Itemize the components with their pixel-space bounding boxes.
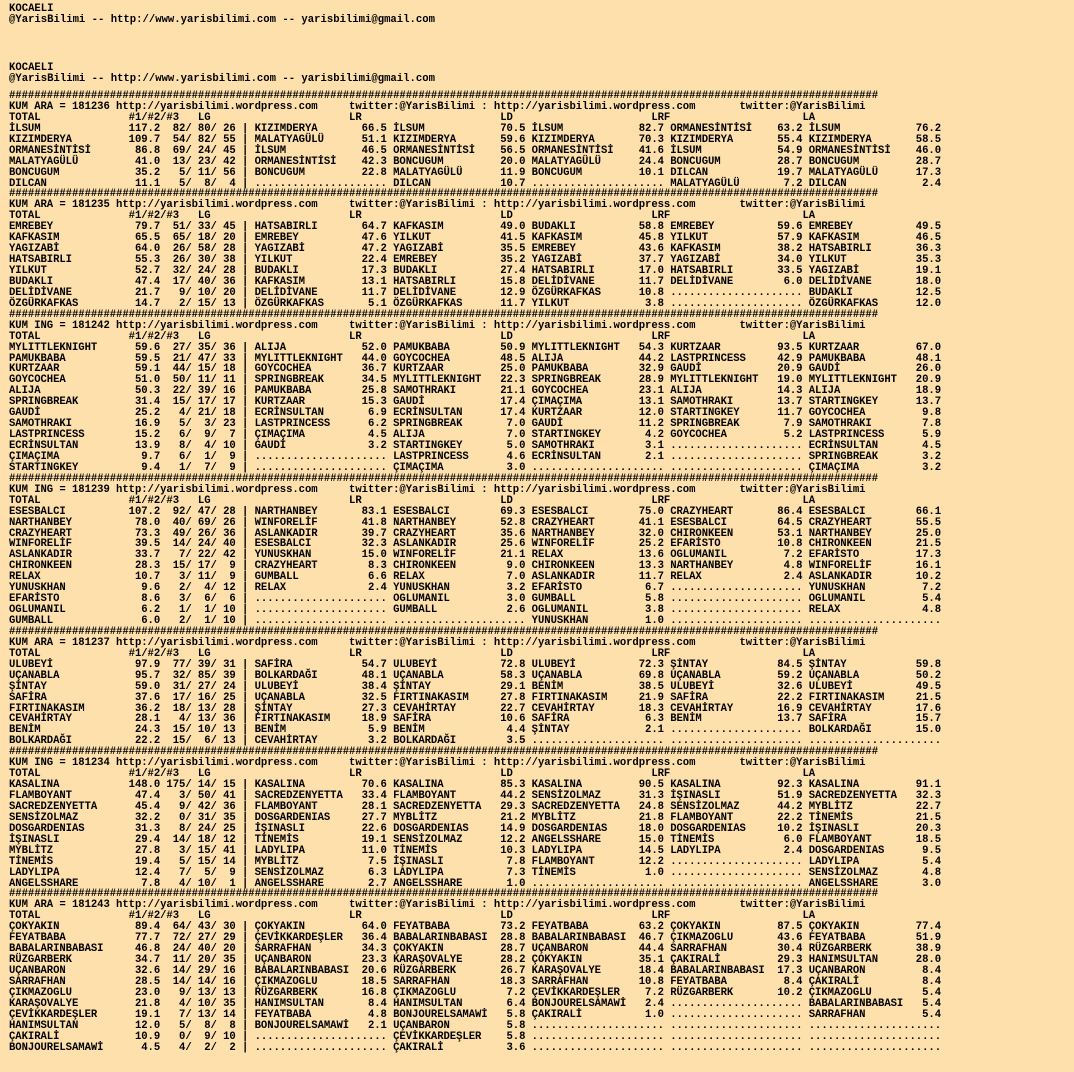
- column-header: TOTAL #1/#2/#3 LG LR LD LRF LA: [9, 111, 816, 124]
- report-row: KIZIMDERYA 109.7 54/ 82/ 55 | MALATYAGÜLÜ 51.1 KIZIMDERYA 59.6 KIZIMDERYA 70.3 KIZIMDERYA 55.4 KIZIMDERYA 58.5: [9, 133, 941, 146]
- report-row: EMREBEY 79.7 51/ 33/ 45 | HATSABIRLI 64.7 KAFKASIM 49.0 BUDAKLI 58.8 EMREBEY 59.6 EMREBEY 49.5: [9, 221, 941, 234]
- column-header: TOTAL #1/#2/#3 LG LR LD LRF LA: [9, 768, 816, 781]
- column-header: TOTAL #1/#2/#3 LG LR LD LRF LA: [9, 647, 816, 660]
- section-divider: ##########################################################################################################################################: [9, 90, 879, 102]
- report-row: TİNEMİS 19.4 5/ 15/ 14 | MYBLİTZ 7.5 İŞINASLI 7.8 FLAMBOYANT 12.2 ..................... LADYLIPA 5.4: [9, 855, 941, 868]
- report-contact: @YarisBilimi -- http://www.yarisbilimi.com -- yarisbilimi@gmail.com: [9, 73, 435, 85]
- report-row: SENSİZOLMAZ 32.2 0/ 31/ 35 | DOSGARDENIAS 27.7 MYBLİTZ 21.2 MYBLİTZ 21.8 FLAMBOYANT 22.2 TİNEMİS 21.5: [9, 811, 941, 824]
- column-header: TOTAL #1/#2/#3 LG LR LD LRF LA: [9, 910, 816, 923]
- report-row: ÇOKYAKIN 89.4 64/ 43/ 30 | ÇOKYAKIN 64.0 FEYATBABA 73.2 FEYATBABA 63.2 ÇOKYAKIN 87.5 ÇOKYAKIN 77.4: [9, 921, 941, 934]
- report-row: FLAMBOYANT 47.4 3/ 50/ 41 | SACREDZENYETTA 33.4 FLAMBOYANT 44.2 SENSİZOLMAZ 31.3 İŞINASLI 51.9 SACREDZENYETTA 32.3: [9, 790, 941, 802]
- race-header: KUM ARA = 181237 http://yarisbilimi.wordpress.com twitter:@YarisBilimi : http://yarisbilimi.wordpress.com twitter:@YarisBilimi: [9, 636, 866, 649]
- report-row: ŞİNTAY 59.0 31/ 27/ 24 | ULUBEYİ 38.4 ŞİNTAY 29.1 BENİM 38.5 ULUBEYİ 32.6 ULUBEYİ 49.5: [9, 680, 941, 693]
- report-row: RÜZGARBERK 34.7 11/ 20/ 35 | UÇANBARON 23.3 KARAŞOVALYE 28.2 ÇOKYAKIN 35.1 ÇAKIRALİ 29.3 HANIMSULTAN 28.0: [9, 954, 941, 967]
- report-row: ECRİNSULTAN 13.9 8/ 4/ 10 | GAUDİ 3.2 STARTINGKEY 5.0 SAMOTHRAKI 3.1 ..................... ECRİNSULTAN 4.5: [9, 440, 941, 452]
- report-row: ÖZGÜRKAFKAS 14.7 2/ 15/ 13 | ÖZGÜRKAFKAS 5.1 ÖZGÜRKAFKAS 11.7 YILKUT 3.8 ..................... ÖZGÜRKAFKAS 12.0: [9, 297, 941, 310]
- report-row: İLSUM 117.2 82/ 80/ 26 | KIZIMDERYA 66.5 İLSUM 70.5 İLSUM 82.7 ORMANESİNTİSİ 63.2 İLSUM 76.2: [9, 122, 941, 135]
- report-row: ORMANESİNTİSİ 86.8 69/ 24/ 45 | İLSUM 46.5 ORMANESİNTİSİ 56.5 ORMANESİNTİSİ 41.6 İLSUM 54.9 ORMANESİNTİSİ 46.0: [9, 144, 941, 157]
- report-row: ALIJA 50.3 22/ 39/ 16 | PAMUKBABA 25.8 SAMOTHRAKI 21.1 GOYCOCHEA 23.1 ALIJA 14.3 ALIJA 18.9: [9, 385, 941, 398]
- report-row: UÇANBARON 32.6 14/ 29/ 16 | BABALARINBABASI 20.6 RÜZGARBERK 26.7 KARAŞOVALYE 18.4 BABALARINBABASI 17.3 UÇANBARON 8.4: [9, 965, 941, 977]
- race-header: KUM ING = 181242 http://yarisbilimi.wordpress.com twitter:@YarisBilimi : http://yarisbilimi.wordpress.com twitter:@YarisBilimi: [9, 319, 866, 332]
- column-header: TOTAL #1/#2/#3 LG LR LD LRF LA: [9, 210, 816, 223]
- report-row: GOYCOCHEA 51.0 50/ 11/ 11 | SPRINGBREAK 34.5 MYLITTLEKNIGHT 22.3 SPRINGBREAK 28.9 MYLITTLEKNIGHT 19.0 MYLITTLEKNIGHT 20.9: [9, 374, 941, 387]
- report-row: HATSABIRLI 55.3 26/ 30/ 38 | YILKUT 22.4 EMREBEY 35.2 YAGIZABİ 37.7 YAGIZABİ 34.0 YILKUT 35.3: [9, 254, 941, 267]
- report-row: MALATYAGÜLÜ 41.0 13/ 23/ 42 | ORMANESİNTİSİ 42.3 BONCUGUM 20.0 MALATYAGÜLÜ 24.4 BONCUGUM 28.7 BONCUGUM 28.7: [9, 155, 941, 168]
- report-row: NARTHANBEY 78.0 40/ 69/ 26 | WINFORELİF 41.8 NARTHANBEY 52.8 CRAZYHEART 41.1 ESESBALCI 64.5 CRAZYHEART 55.5: [9, 516, 941, 529]
- section-divider: ##########################################################################################################################################: [9, 888, 879, 901]
- report-row: CEVAHİRTAY 28.1 4/ 13/ 36 | FIRTINAKASIM 18.9 SAFİRA 10.6 SAFİRA 6.3 BENİM 13.7 SAFİRA 15.7: [9, 713, 941, 726]
- report-row: DOSGARDENIAS 31.3 8/ 24/ 25 | İŞINASLI 22.6 DOSGARDENIAS 14.9 DOSGARDENIAS 18.0 DOSGARDENIAS 10.2 İŞINASLI 20.3: [9, 822, 941, 835]
- report-row: BABALARINBABASI 46.8 24/ 40/ 20 | SARRAFHAN 34.3 ÇOKYAKIN 28.7 UÇANBARON 44.4 SARRAFHAN 30.4 RÜZGARBERK 38.9: [9, 943, 941, 956]
- report-row: YAGIZABİ 64.0 26/ 58/ 28 | YAGIZABİ 47.2 YAGIZABİ 35.5 EMREBEY 43.6 KAFKASIM 38.2 HATSABIRLI 36.3: [9, 243, 941, 256]
- report-row: ÇAKIRALİ 10.9 0/ 9/ 10 | ..................... ÇEVİKKARDEŞLER 5.8 ..................... ..................... .....................: [9, 1030, 941, 1043]
- section-divider: ##########################################################################################################################################: [9, 472, 879, 485]
- column-header: TOTAL #1/#2/#3 LG LR LD LRF LA: [9, 330, 816, 343]
- race-header: KUM ARA = 181235 http://yarisbilimi.wordpress.com twitter:@YarisBilimi : http://yarisbilimi.wordpress.com twitter:@YarisBilimi: [9, 199, 866, 212]
- report-row: BONJOURELSAMAWİ 4.5 4/ 2/ 2 | ..................... ÇAKIRALİ 3.6 ..................... ..................... .....................: [9, 1041, 941, 1054]
- report-row: SACREDZENYETTA 45.4 9/ 42/ 36 | FLAMBOYANT 28.1 SACREDZENYETTA 29.3 SACREDZENYETTA 24.8 SENSİZOLMAZ 44.2 MYBLİTZ 22.7: [9, 800, 941, 813]
- report-row: FEYATBABA 77.7 72/ 27/ 29 | ÇEVİKKARDEŞLER 36.4 BABALARINBABASI 28.8 BABALARINBABASI 46.7 ÇIKMAZOGLU 43.6 FEYATBABA 51.9: [9, 932, 941, 945]
- race-header: KUM ARA = 181243 http://yarisbilimi.wordpress.com twitter:@YarisBilimi : http://yarisbilimi.wordpress.com twitter:@YarisBilimi: [9, 899, 866, 912]
- report-row: KAFKASIM 65.5 65/ 18/ 20 | EMREBEY 47.6 YILKUT 41.5 KAFKASIM 45.8 YILKUT 57.9 KAFKASIM 46.5: [9, 232, 941, 245]
- report-row: EFARİSTO 8.6 3/ 6/ 6 | ..................... OGLUMANIL 3.0 GUMBALL 5.8 ..................... OGLUMANIL 5.4: [9, 593, 941, 606]
- report-row: STARTINGKEY 9.4 1/ 7/ 9 | ..................... ÇIMAÇIMA 3.0 ..................... ..................... ÇIMAÇIMA 3.2: [9, 461, 941, 474]
- section-divider: ##########################################################################################################################################: [9, 625, 879, 638]
- report-row: ULUBEYİ 97.9 77/ 39/ 31 | SAFİRA 54.7 ULUBEYİ 72.8 ULUBEYİ 72.3 ŞİNTAY 84.5 ŞİNTAY 59.8: [9, 658, 941, 671]
- report-row: FIRTINAKASIM 36.2 18/ 13/ 28 | ŞİNTAY 27.3 CEVAHİRTAY 22.7 CEVAHİRTAY 18.3 CEVAHİRTAY 16.9 CEVAHİRTAY 17.6: [9, 702, 941, 715]
- report-row: YILKUT 52.7 32/ 24/ 28 | BUDAKLI 17.3 BUDAKLI 27.4 HATSABIRLI 17.0 HATSABIRLI 33.5 YAGIZABİ 19.1: [9, 265, 941, 277]
- report-row: KASALINA 148.0 175/ 14/ 15 | KASALINA 70.6 KASALINA 85.3 KASALINA 90.5 KASALINA 92.3 KASALINA 91.1: [9, 779, 941, 792]
- section-divider: ##########################################################################################################################################: [9, 746, 879, 759]
- report-row: DILCAN 11.1 5/ 8/ 4 | ..................... DILCAN 10.7 ..................... MALATYAGÜLÜ 7.2 DILCAN 2.4: [9, 177, 941, 190]
- race-header: KUM ING = 181234 http://yarisbilimi.wordpress.com twitter:@YarisBilimi : http://yarisbilimi.wordpress.com twitter:@YarisBilimi: [9, 757, 866, 770]
- report-row: BOLKARDAĞI 22.2 15/ 6/ 13 | CEVAHİRTAY 3.2 BOLKARDAĞI 3.5 ..................... ..................... .....................: [9, 735, 941, 748]
- report-row: WINFORELİF 39.5 14/ 24/ 40 | ESESBALCI 32.3 ASLANKADIR 25.6 WINFORELİF 25.2 EFARİSTO 10.8 CHIRONKEEN 21.5: [9, 538, 941, 551]
- column-header: TOTAL #1/#2/#3 LG LR LD LRF LA: [9, 494, 816, 507]
- report-row: UÇANABLA 95.7 32/ 85/ 39 | BOLKARDAĞI 48.1 UÇANABLA 58.3 UÇANABLA 69.8 UÇANABLA 59.2 UÇANABLA 50.2: [9, 669, 941, 682]
- report-row: ÇIKMAZOGLU 23.0 9/ 13/ 13 | RÜZGARBERK 16.8 ÇIKMAZOGLU 7.2 ÇEVİKKARDEŞLER 7.2 RÜZGARBERK 10.2 ÇIKMAZOGLU 5.4: [9, 986, 941, 999]
- report-row: İŞINASLI 29.4 14/ 18/ 12 | TİNEMİS 19.1 SENSİZOLMAZ 12.2 ANGELSSHARE 15.0 TİNEMİS 6.0 FLAMBOYANT 18.5: [9, 833, 941, 846]
- report-row: SARRAFHAN 28.5 14/ 14/ 16 | ÇIKMAZOGLU 18.5 SARRAFHAN 18.3 SARRAFHAN 10.8 FEYATBABA 8.4 ÇAKIRALİ 8.4: [9, 975, 941, 988]
- report-row: CHIRONKEEN 28.3 15/ 17/ 9 | CRAZYHEART 8.3 CHIRONKEEN 9.0 CHIRONKEEN 13.3 NARTHANBEY 4.8 WINFORELİF 16.1: [9, 560, 941, 573]
- report-row: ASLANKADIR 33.7 7/ 22/ 42 | YUNUSKHAN 15.0 WINFORELİF 21.1 RELAX 13.6 OGLUMANIL 7.2 EFARİSTO 17.3: [9, 549, 941, 562]
- report-row: DELİDİVANE 21.7 9/ 10/ 20 | DELİDİVANE 11.7 DELİDİVANE 12.9 ÖZGÜRKAFKAS 10.8 ..................... BUDAKLI 12.5: [9, 286, 941, 299]
- report-row: LASTPRINCESS 15.2 6/ 9/ 7 | ÇIMAÇIMA 4.5 ALIJA 7.0 STARTINGKEY 4.2 GOYCOCHEA 5.2 LASTPRINCESS 5.9: [9, 429, 941, 442]
- report-row: ANGELSSHARE 7.8 4/ 10/ 1 | ANGELSSHARE 2.7 ANGELSSHARE 1.0 ..................... ..................... ANGELSSHARE 3.0: [9, 877, 941, 890]
- header-contact: @YarisBilimi -- http://www.yarisbilimi.com -- yarisbilimi@gmail.com: [9, 14, 435, 26]
- report-row: BUDAKLI 47.4 17/ 40/ 36 | KAFKASIM 13.1 HATSABIRLI 15.8 DELİDİVANE 11.7 DELİDİVANE 6.0 DELİDİVANE 18.0: [9, 275, 941, 288]
- report-row: SAFİRA 37.6 17/ 16/ 25 | UÇANABLA 32.5 FIRTINAKASIM 27.8 FIRTINAKASIM 21.9 SAFİRA 22.2 FIRTINAKASIM 21.5: [9, 691, 941, 704]
- report-city: KOCAELI: [9, 62, 54, 74]
- report-row: LADYLIPA 12.4 7/ 5/ 9 | SENSİZOLMAZ 6.3 LADYLIPA 7.3 TİNEMİS 1.0 ..................... SENSİZOLMAZ 4.8: [9, 866, 941, 879]
- report-row: CRAZYHEART 73.3 49/ 26/ 36 | ASLANKADIR 39.7 CRAZYHEART 35.6 NARTHANBEY 32.0 CHIRONKEEN 53.1 NARTHANBEY 25.0: [9, 527, 941, 540]
- report-row: ÇEVİKKARDEŞLER 19.1 7/ 13/ 14 | FEYATBABA 4.8 BONJOURELSAMAWİ 5.8 ÇAKIRALİ 1.0 ..................... SARRAFHAN 5.4: [9, 1008, 941, 1021]
- report-row: MYBLİTZ 27.8 3/ 15/ 41 | LADYLIPA 11.0 TİNEMİS 10.3 LADYLIPA 14.5 LADYLIPA 2.4 DOSGARDENIAS 9.5: [9, 844, 941, 857]
- report-row: OGLUMANIL 6.2 1/ 1/ 10 | ..................... GUMBALL 2.6 OGLUMANIL 3.8 ..................... RELAX 4.8: [9, 604, 941, 617]
- report-row: GUMBALL 6.0 2/ 1/ 10 | ..................... ..................... YUNUSKHAN 1.0 ..................... .....................: [9, 615, 941, 627]
- header-city: KOCAELI: [9, 3, 54, 15]
- report-row: KARAŞOVALYE 21.8 4/ 10/ 35 | HANIMSULTAN 8.4 HANIMSULTAN 6.4 BONJOURELSAMAWİ 2.4 ..................... BABALARINBABASI 5.4: [9, 997, 941, 1010]
- report-row: GAUDİ 25.2 4/ 21/ 18 | ECRİNSULTAN 6.9 ECRİNSULTAN 17.4 KURTZAAR 12.0 STARTINGKEY 11.7 GOYCOCHEA 9.8: [9, 407, 941, 420]
- report-row: ÇIMAÇIMA 9.7 6/ 1/ 9 | ..................... LASTPRINCESS 4.6 ECRİNSULTAN 2.1 ..................... SPRINGBREAK 3.2: [9, 450, 941, 463]
- report-row: RELAX 10.7 3/ 11/ 9 | GUMBALL 6.6 RELAX 7.0 ASLANKADIR 11.7 RELAX 2.4 ASLANKADIR 10.2: [9, 571, 941, 584]
- report-row: KURTZAAR 59.1 44/ 15/ 18 | GOYCOCHEA 36.7 KURTZAAR 25.0 PAMUKBABA 32.9 GAUDİ 20.9 GAUDİ 26.0: [9, 363, 941, 376]
- report-row: PAMUKBABA 59.5 21/ 47/ 33 | MYLITTLEKNIGHT 44.0 GOYCOCHEA 48.5 ALIJA 44.2 LASTPRINCESS 42.9 PAMUKBABA 48.1: [9, 352, 941, 365]
- report-row: YUNUSKHAN 9.6 2/ 4/ 12 | RELAX 2.4 YUNUSKHAN 3.2 EFARİSTO 6.7 ..................... YUNUSKHAN 7.2: [9, 582, 941, 595]
- report-row: MYLITTLEKNIGHT 59.6 27/ 35/ 36 | ALIJA 52.0 PAMUKBABA 50.9 MYLITTLEKNIGHT 54.3 KURTZAAR 93.5 KURTZAAR 67.0: [9, 341, 941, 354]
- report-row: BENİM 24.3 15/ 10/ 13 | BENİM 5.9 BENİM 4.4 ŞİNTAY 2.1 ..................... BOLKARDAĞI 15.0: [9, 724, 941, 737]
- section-divider: ##########################################################################################################################################: [9, 308, 879, 321]
- report-row: SPRINGBREAK 31.4 15/ 17/ 17 | KURTZAAR 15.3 GAUDİ 17.4 ÇIMAÇIMA 13.1 SAMOTHRAKI 13.7 STARTINGKEY 13.7: [9, 396, 941, 409]
- report-row: ESESBALCI 107.2 92/ 47/ 28 | NARTHANBEY 83.1 ESESBALCI 69.3 ESESBALCI 75.0 CRAZYHEART 86.4 ESESBALCI 66.1: [9, 505, 941, 518]
- report-row: HANIMSULTAN 12.0 5/ 8/ 8 | BONJOURELSAMAWİ 2.1 UÇANBARON 5.8 ..................... ..................... .....................: [9, 1019, 941, 1032]
- race-statistics-report: [9, 91, 1074, 1054]
- section-divider: ##########################################################################################################################################: [9, 188, 879, 201]
- report-row: SAMOTHRAKI 16.9 5/ 3/ 23 | LASTPRINCESS 6.2 SPRINGBREAK 7.0 GAUDİ 11.2 SPRINGBREAK 7.9 SAMOTHRAKI 7.8: [9, 418, 941, 431]
- race-header: KUM ING = 181239 http://yarisbilimi.wordpress.com twitter:@YarisBilimi : http://yarisbilimi.wordpress.com twitter:@YarisBilimi: [9, 483, 866, 496]
- race-header: KUM ARA = 181236 http://yarisbilimi.wordpress.com twitter:@YarisBilimi : http://yarisbilimi.wordpress.com twitter:@YarisBilimi: [9, 100, 866, 113]
- report-row: BONCUGUM 35.2 5/ 11/ 56 | BONCUGUM 22.8 MALATYAGÜLÜ 11.9 BONCUGUM 10.1 DILCAN 19.7 MALATYAGÜLÜ 17.3: [9, 166, 941, 179]
